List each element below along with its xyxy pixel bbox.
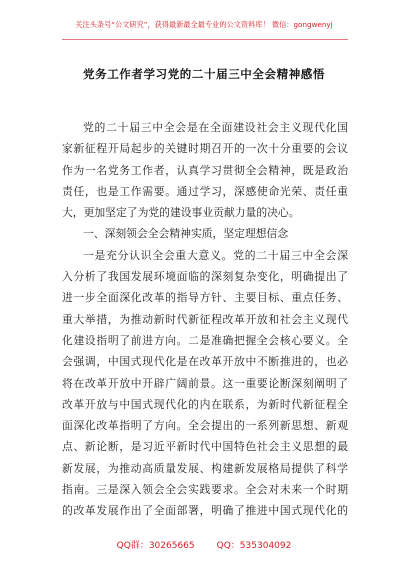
document-title: 党务工作者学习党的二十届三中全会精神感悟	[83, 67, 325, 81]
body-line: 会强调，中国式现代化是在改革开放中不断推进的，也必	[62, 355, 348, 369]
body-line: 责任，也是工作需要。通过学习，深感使命光荣、责任重	[62, 184, 348, 198]
header-divider	[62, 39, 348, 40]
header-banner: 关注头条号“公文研究”，获得最新最全最专业的公文资料库！ 微信：gongwenyj	[75, 20, 333, 29]
body-line: 作为一名党务工作者，认真学习贯彻全会精神，既是政治	[62, 163, 348, 177]
document-body	[62, 117, 348, 522]
body-line: 进一步全面深化改革的指导方针、主要目标、重点任务、	[62, 291, 348, 305]
body-line: 化建设指明了前进方向。二是准确把握全会核心要义。全	[62, 333, 348, 347]
body-line: 的改革发展作出了全面部署，明确了推进中国式现代化的	[62, 504, 348, 518]
body-line: 入分析了我国发展环境面临的深刻复杂变化，明确提出了	[62, 270, 348, 284]
body-line: 大，更加坚定了为党的建设事业贡献力量的决心。	[62, 206, 300, 220]
body-line: 指南。三是深入领会全会实践要求。全会对未来一个时期	[62, 483, 348, 497]
footer-qq: QQ：535304092	[216, 541, 292, 551]
footer-contact	[0, 538, 408, 551]
body-line: 将在改革开放中开辟广阔前景。这一重要论断深刻阐明了	[62, 376, 348, 390]
body-line: 一是充分认识全会重大意义。党的二十届三中全会深	[83, 248, 348, 262]
body-line: 点、新论断，是习近平新时代中国特色社会主义思想的最	[62, 440, 348, 454]
body-line: 面深化改革指明了方向。全会提出的一系列新思想、新观	[62, 419, 348, 433]
body-line: 家新征程开局起步的关键时期召开的一次十分重要的会议	[62, 142, 348, 156]
body-line: 一、深刻领会全会精神实质，坚定理想信念	[83, 227, 289, 241]
body-line: 重大举措，为推动新时代新征程改革开放和社会主义现代	[62, 312, 348, 326]
body-line: 党的二十届三中全会是在全面建设社会主义现代化国	[83, 121, 348, 134]
footer-qq-group: QQ群：30265665	[116, 541, 195, 551]
body-line: 改革开放与中国式现代化的内在联系，为新时代新征程全	[62, 397, 348, 411]
body-line: 新发展，为推动高质量发展、构建新发展格局提供了科学	[62, 461, 348, 475]
